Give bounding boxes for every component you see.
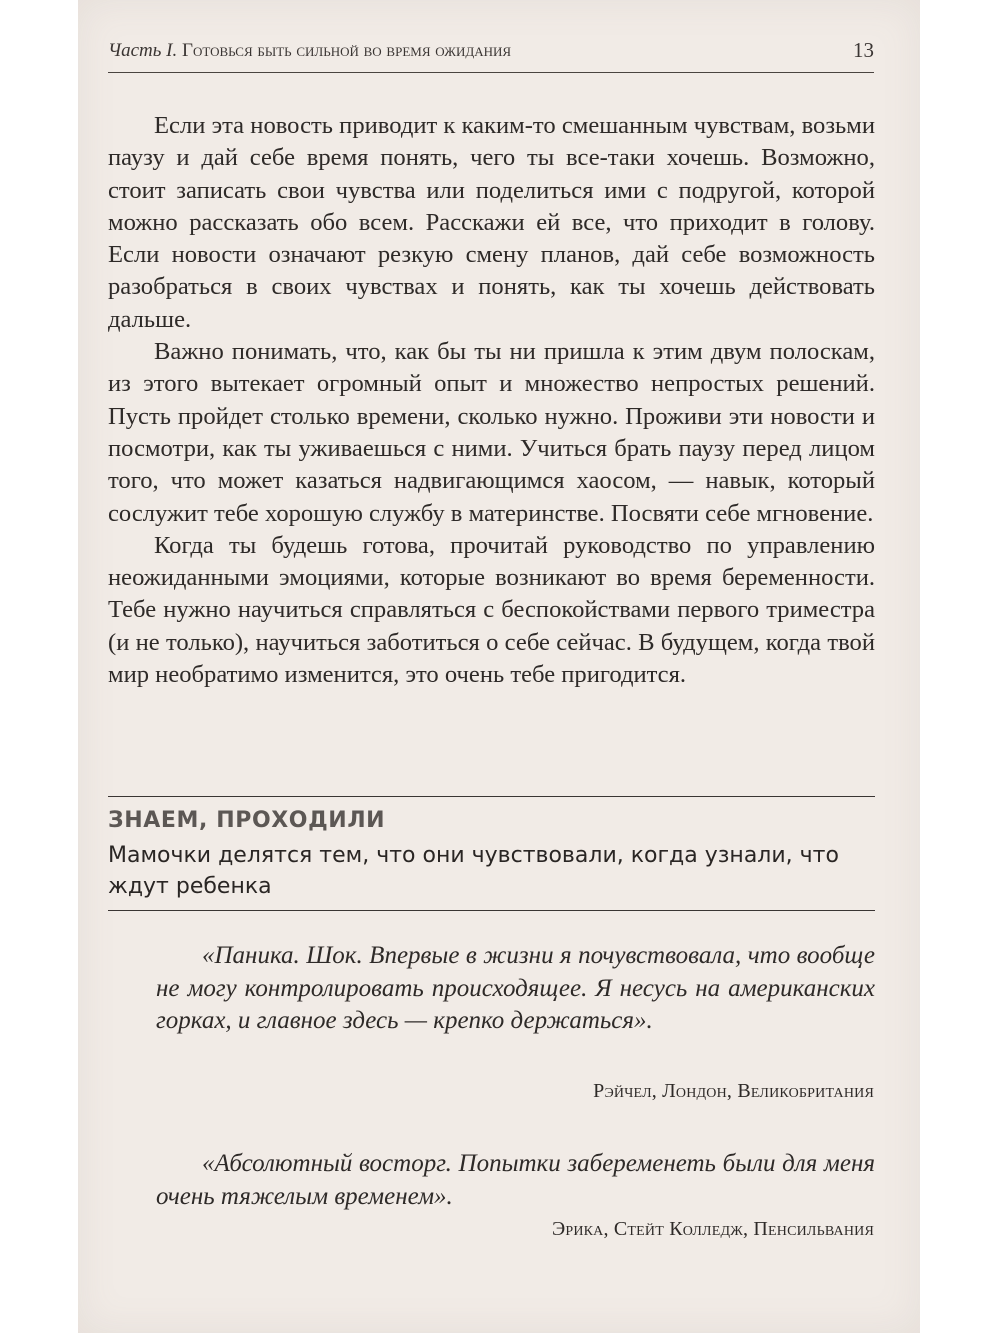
- page-number: 13: [853, 38, 874, 62]
- part-label: Часть I.: [108, 40, 178, 61]
- running-header: [108, 38, 874, 70]
- running-header-title: [108, 40, 511, 62]
- quote: «Паника. Шок. Впервые в жизни я почувствовала, что вообще не могу контролировать происходящее. Я несусь на американских горках, и главное здесь — крепко держаться».: [156, 942, 875, 1034]
- sidebar-heading: ЗНАЕМ, ПРОХОДИЛИ: [108, 808, 386, 833]
- quote-attribution: Рэйчел, Лондон, Великобритания: [593, 1080, 874, 1102]
- paragraph: Когда ты будешь готова, прочитай руководство по управлению неожиданными эмоциями, которые возникают во время беременности. Тебе нужно научиться справляться с беспокойствами первого триместра (и не только), научиться заботиться о себе сейчас. В будущем, когда твой мир необратимо изменится, это очень тебе пригодится.: [108, 531, 875, 689]
- paragraph: Важно понимать, что, как бы ты ни пришла к этим двум полоскам, из этого вытекает огромный опыт и множество непростых решений. Пусть пройдет столько времени, сколько нужно. Проживи эти новости и посмотри, как ты уживаешься с ними. Учиться брать паузу перед лицом того, что может казаться надвигающимся хаосом, — навык, который сослужит тебе хорошую службу в материнстве. Посвяти себе мгновение.: [108, 338, 875, 527]
- sidebar-top-rule: [108, 796, 875, 797]
- body-text: [108, 110, 875, 691]
- quote: «Абсолютный восторг. Попытки забеременеть были для меня очень тяжелым временем».: [156, 1150, 875, 1210]
- chapter-title: Готовься быть сильной во время ожидания: [181, 40, 512, 61]
- header-rule: [108, 72, 874, 73]
- paragraph: Если эта новость приводит к каким-то смешанным чувствам, возьми паузу и дай себе время понять, чего ты все-таки хочешь. Возможно, стоит записать свои чувства или поделиться ими с подругой, которой можно рассказать обо всем. Расскажи ей все, что приходит в голову. Если новости означают резкую смену планов, дай себе возможность разобраться в своих чувствах и понять, как ты хочешь действовать дальше.: [108, 112, 875, 333]
- quote-attribution: Эрика, Стейт Колледж, Пенсильвания: [551, 1218, 874, 1240]
- sidebar-subheading: Мамочки делятся тем, что они чувствовали, когда узнали, что ждут ребенка: [108, 843, 839, 899]
- sidebar-bottom-rule: [108, 910, 875, 911]
